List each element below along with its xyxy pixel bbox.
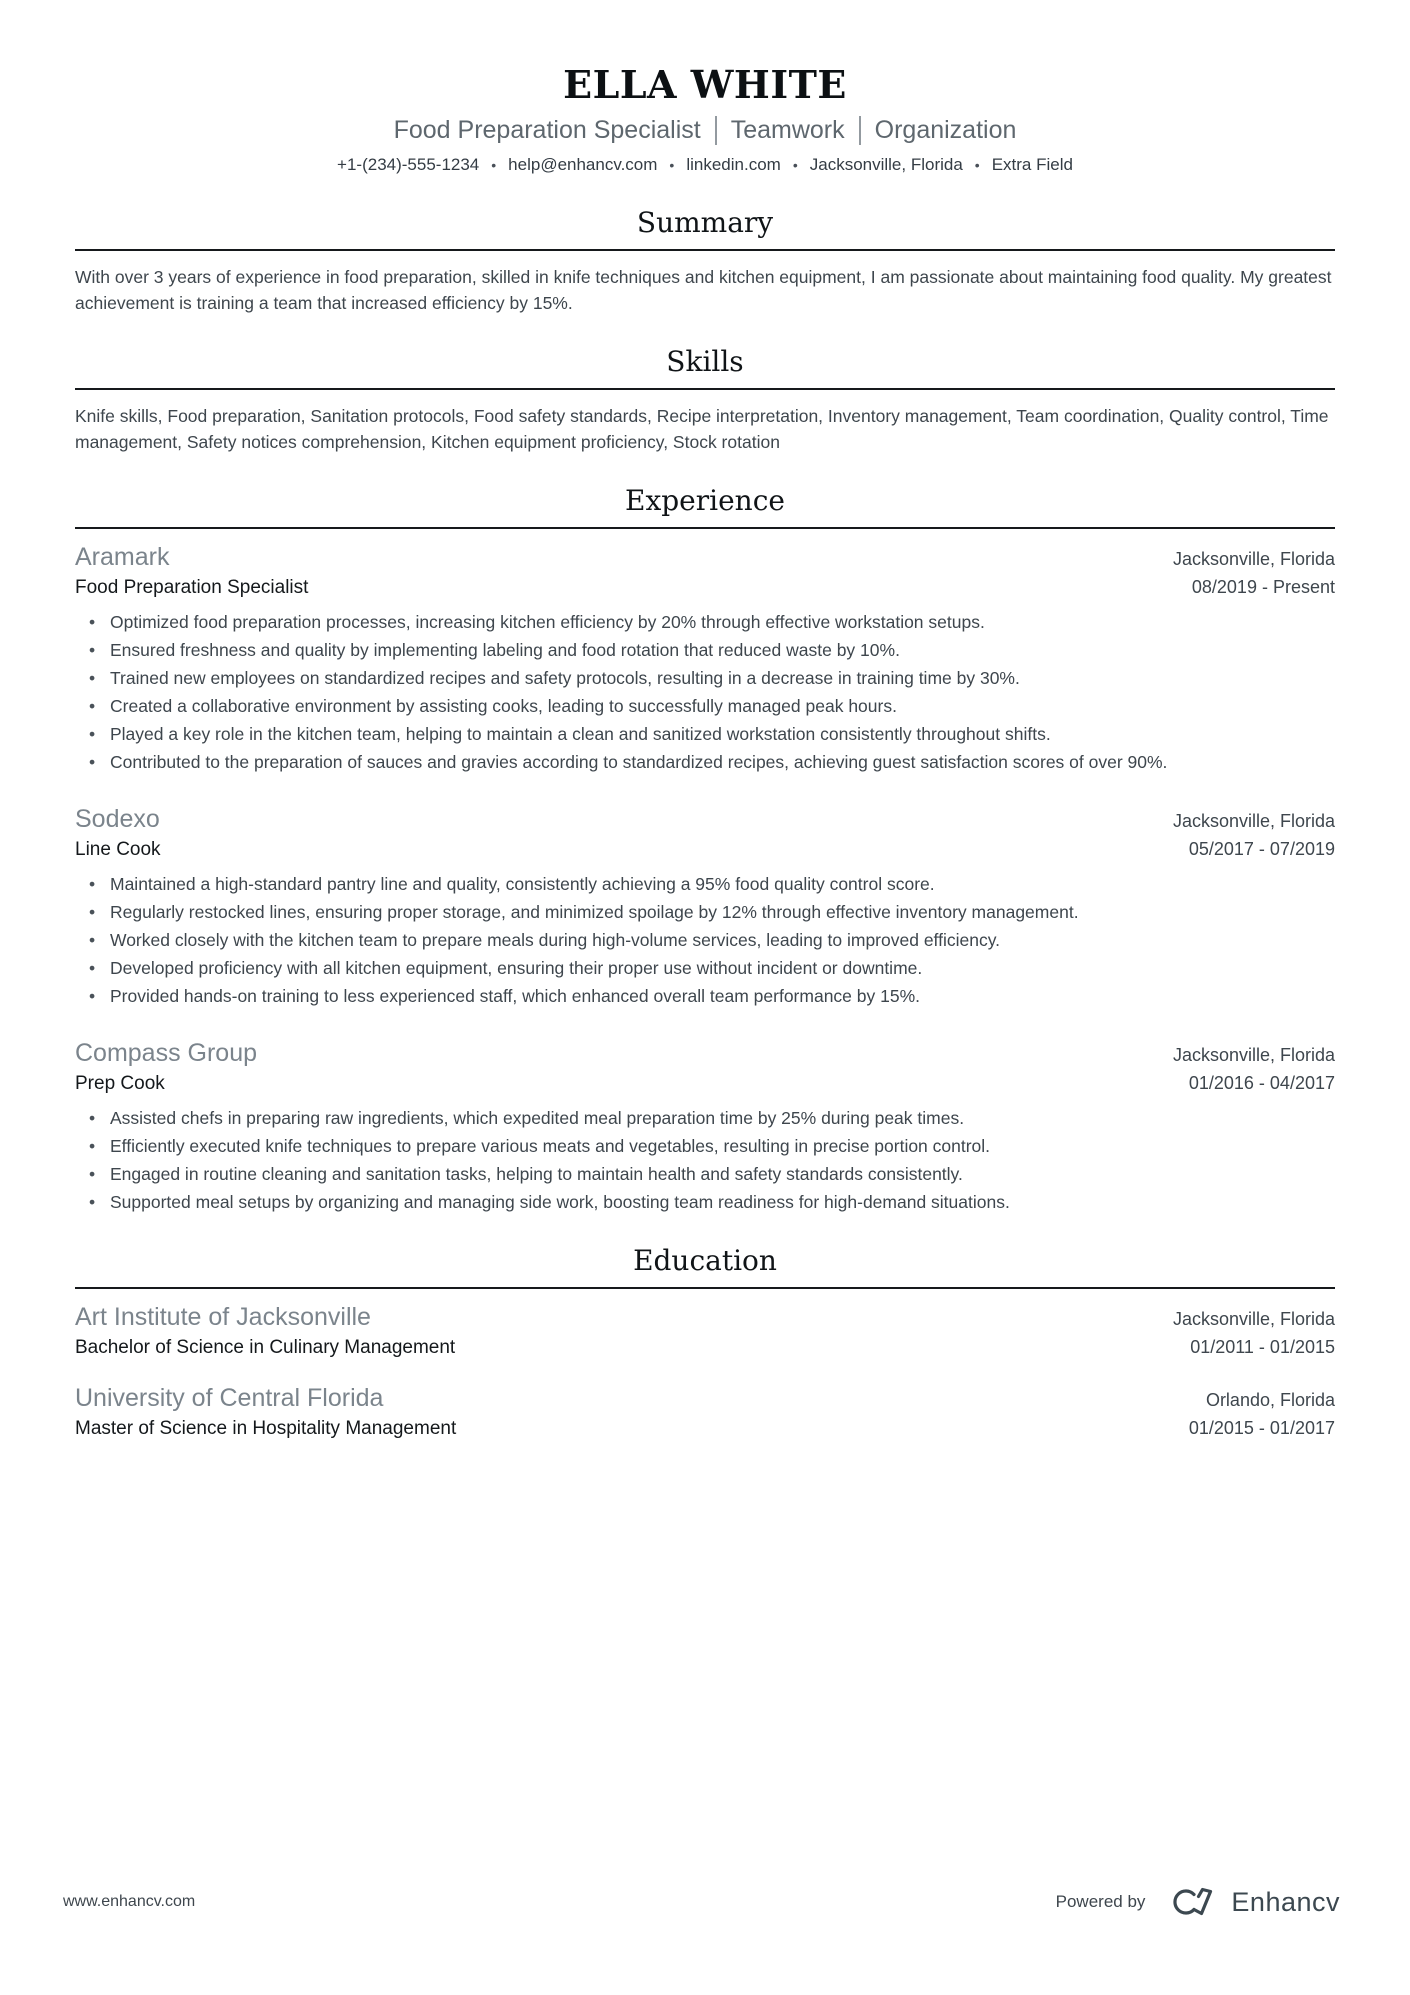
experience-bullet: • Ensured freshness and quality by implementing labeling and food rotation that reduced waste by 10%. [75,637,1335,663]
linkedin-link[interactable]: linkedin.com [686,155,781,174]
section-divider [75,388,1335,390]
bullet-list [75,1105,1335,1215]
candidate-name: ELLA WHITE [563,62,847,107]
section-divider [75,1287,1335,1289]
entry-header-row [75,1301,1335,1334]
headline-part-skill1: Teamwork [730,116,845,144]
location-text: Jacksonville, Florida [809,155,963,174]
section-education [75,1243,1335,1443]
job-title: Prep Cook [75,1073,165,1094]
headline-divider [859,116,861,145]
entry-header-row [75,803,1335,836]
enhancv-wordmark: Enhancv [1231,1886,1340,1917]
experience-bullet: • Efficiently executed knife techniques to prepare various meats and vegetables, resulting in precise portion control. [75,1133,1335,1159]
powered-by-label: Powered by [1055,1892,1146,1911]
company-name: Aramark [75,543,170,571]
company-name: Sodexo [75,805,160,833]
headline-divider [715,116,717,145]
powered-by-group [1056,1883,1340,1921]
experience-entry [75,541,1335,775]
company-name: Compass Group [75,1039,258,1067]
headline-part-title: Food Preparation Specialist [393,116,701,144]
contact-separator-dot: • [669,157,675,173]
headline-part-skill2: Organization [874,116,1017,144]
experience-bullet: • Engaged in routine cleaning and sanitation tasks, helping to maintain health and safety standards consistently. [75,1161,1335,1187]
skills-text: Knife skills, Food preparation, Sanitation protocols, Food safety standards, Recipe interpretation, Inventory management, Team coordination, Quality control, Time management, Safety notices comprehension, Kitchen equipment proficiency, Stock rotation [75,406,1329,452]
skills-title: Skills [666,345,744,378]
experience-entry [75,1037,1335,1215]
summary-title: Summary [636,206,774,239]
section-experience [75,483,1335,1215]
extra-field-text: Extra Field [991,155,1073,174]
experience-bullet: • Regularly restocked lines, ensuring proper storage, and minimized spoilage by 12% through effective inventory management. [75,899,1335,925]
enhancv-brand-link[interactable] [1163,1883,1340,1921]
experience-bullet: • Assisted chefs in preparing raw ingredients, which expedited meal preparation time by 25% during peak times. [75,1105,1335,1131]
email-link[interactable]: help@enhancv.com [508,155,658,174]
school-name: Art Institute of Jacksonville [75,1303,371,1331]
school-name: University of Central Florida [75,1384,384,1412]
job-dates: 01/2016 - 04/2017 [1188,1073,1335,1093]
contact-separator-dot: • [792,157,798,173]
experience-bullet: • Worked closely with the kitchen team to prepare meals during high-volume services, leading to improved efficiency. [75,927,1335,953]
degree-dates: 01/2015 - 01/2017 [1188,1418,1335,1438]
experience-bullet: • Trained new employees on standardized recipes and safety protocols, resulting in a decrease in training time by 30%. [75,665,1335,691]
entry-subheader-row [75,836,1335,864]
entry-header-row [75,1037,1335,1070]
company-location: Jacksonville, Florida [1172,811,1335,831]
page-footer [63,1883,1340,1921]
summary-text: With over 3 years of experience in food preparation, skilled in knife techniques and kitchen equipment, I am passionate about maintaining food quality. My greatest achievement is training a team that increased efficiency by 15%. [75,267,1332,313]
degree-name: Bachelor of Science in Culinary Management [75,1337,456,1358]
school-location: Orlando, Florida [1205,1390,1335,1410]
headline [75,114,1335,146]
job-title: Line Cook [75,839,161,860]
footer-website-link[interactable]: www.enhancv.com [63,1893,196,1910]
entry-subheader-row [75,574,1335,602]
education-title: Education [633,1244,777,1277]
contact-separator-dot: • [974,157,980,173]
experience-bullet: • Optimized food preparation processes, increasing kitchen efficiency by 20% through effective workstation setups. [75,609,1335,635]
entry-subheader-row [75,1415,1335,1443]
entry-subheader-row [75,1334,1335,1362]
experience-bullet: • Developed proficiency with all kitchen equipment, ensuring their proper use without incident or downtime. [75,955,1335,981]
education-entry [75,1382,1335,1443]
experience-bullet: • Contributed to the preparation of sauces and gravies according to standardized recipes, achieving guest satisfaction scores of over 90%. [75,749,1335,775]
section-summary [75,205,1335,316]
experience-title: Experience [625,484,785,517]
degree-dates: 01/2011 - 01/2015 [1190,1337,1335,1357]
company-location: Jacksonville, Florida [1172,1045,1335,1065]
entry-header-row [75,1382,1335,1415]
section-divider [75,249,1335,251]
experience-bullet: • Maintained a high-standard pantry line and quality, consistently achieving a 95% food quality control score. [75,871,1335,897]
degree-name: Master of Science in Hospitality Management [75,1418,457,1439]
job-dates: 05/2017 - 07/2019 [1188,839,1335,859]
job-dates: 08/2019 - Present [1191,577,1335,597]
contact-separator-dot: • [491,157,497,173]
phone-number: +1-(234)-555-1234 [337,155,480,174]
education-entry [75,1301,1335,1362]
entry-header-row [75,541,1335,574]
experience-entry [75,803,1335,1009]
experience-bullet: • Created a collaborative environment by assisting cooks, leading to successfully managed peak hours. [75,693,1335,719]
bullet-list [75,871,1335,1009]
enhancv-logo-icon [1163,1883,1219,1921]
bullet-list [75,609,1335,775]
contact-row [75,153,1335,177]
experience-bullet: • Provided hands-on training to less experienced staff, which enhanced overall team performance by 15%. [75,983,1335,1009]
company-location: Jacksonville, Florida [1172,549,1335,569]
school-location: Jacksonville, Florida [1172,1309,1335,1329]
experience-bullet: • Played a key role in the kitchen team, helping to maintain a clean and sanitized workstation consistently throughout shifts. [75,721,1335,747]
section-divider [75,527,1335,529]
job-title: Food Preparation Specialist [75,577,309,598]
entry-subheader-row [75,1070,1335,1098]
section-skills [75,344,1335,455]
experience-bullet: • Supported meal setups by organizing and managing side work, boosting team readiness for high-demand situations. [75,1189,1335,1215]
resume-header [75,62,1335,177]
